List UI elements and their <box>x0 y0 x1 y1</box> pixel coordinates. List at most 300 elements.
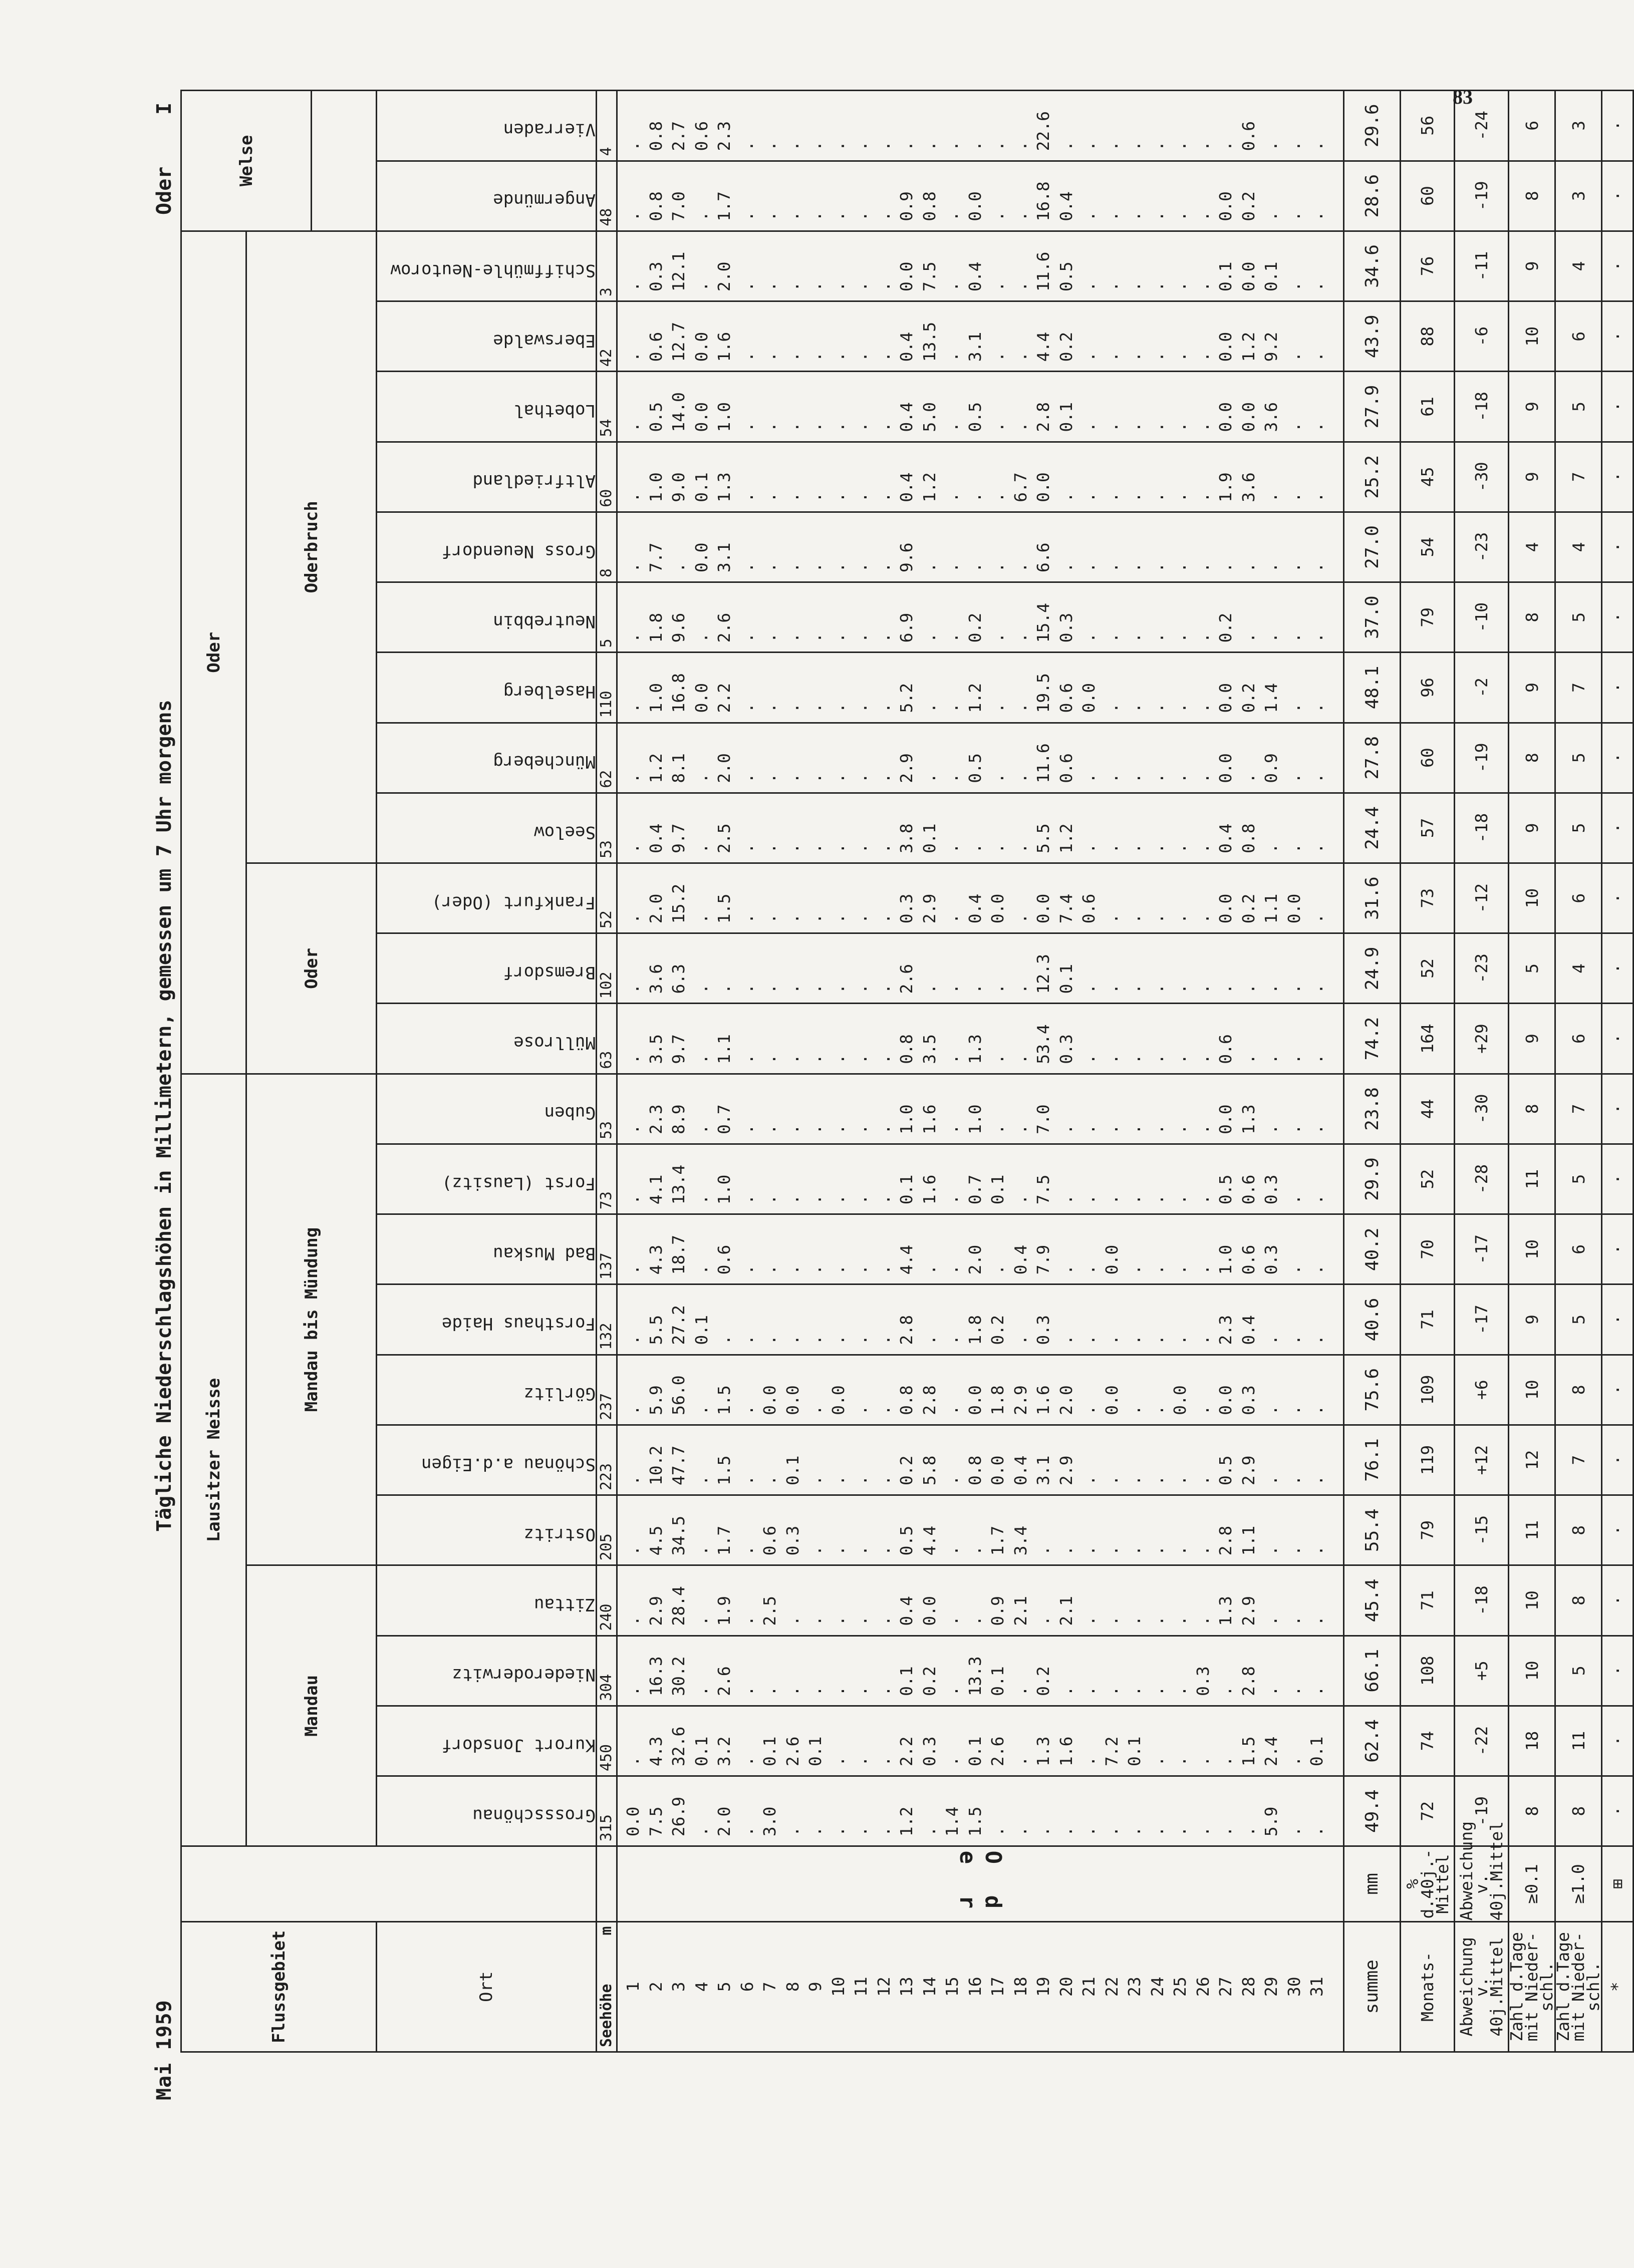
daily-value: . <box>1102 632 1122 643</box>
station-elevation: 102 <box>597 933 617 1004</box>
daily-value: . <box>1125 773 1144 783</box>
daily-value: 0.0 <box>1216 683 1235 713</box>
daily-value: . <box>760 984 779 994</box>
daily-value: . <box>760 352 779 362</box>
daily-value: . <box>1147 492 1167 502</box>
daily-value: . <box>691 1194 711 1205</box>
percent-of-mean: 96 <box>1401 653 1455 723</box>
daily-value: 1.3 <box>1033 1736 1053 1767</box>
daily-value: 0.3 <box>782 1525 802 1556</box>
daily-value: . <box>1170 1475 1190 1486</box>
station-elevation: 205 <box>597 1495 617 1565</box>
daily-value: 0.4 <box>897 402 916 432</box>
daily-value: . <box>760 1054 779 1064</box>
empty-cell <box>597 1846 617 1921</box>
daily-value: . <box>1284 1194 1304 1205</box>
daily-value: 0.0 <box>897 261 916 292</box>
daily-value: . <box>805 422 825 432</box>
group-mandau: Mandau <box>246 1565 377 1846</box>
daily-value: 2.9 <box>1056 1455 1076 1486</box>
station-name: Grossschönau <box>377 1776 597 1846</box>
daily-value: . <box>874 1545 894 1556</box>
daily-value: 0.1 <box>897 1666 916 1696</box>
daily-value: . <box>988 141 1007 151</box>
station-daily-column <box>617 1495 1344 1565</box>
daily-value: . <box>760 1124 779 1134</box>
station-name: Vierraden <box>377 91 597 161</box>
daily-value: . <box>851 1475 871 1486</box>
daily-value: . <box>782 913 802 924</box>
daily-value: 2.9 <box>1238 1595 1258 1626</box>
monthly-sum: 25.2 <box>1344 442 1401 512</box>
daily-value: . <box>1125 1405 1144 1415</box>
daily-value: . <box>828 1475 848 1486</box>
day-number: 31 <box>1307 1977 1326 1997</box>
daily-value: 0.6 <box>1238 1244 1258 1275</box>
monthly-sum: 27.9 <box>1344 372 1401 442</box>
daily-value: . <box>1147 632 1167 643</box>
daily-value: 0.4 <box>1216 823 1235 854</box>
daily-value: . <box>782 492 802 502</box>
daily-value: . <box>1010 773 1030 783</box>
daily-value: . <box>1193 281 1213 292</box>
daily-value: 7.5 <box>1033 1174 1053 1205</box>
daily-value: . <box>1125 352 1144 362</box>
days-ge-0-1: 10 <box>1509 1565 1555 1636</box>
deviation: -17 <box>1455 1214 1509 1284</box>
daily-value: 2.0 <box>1056 1385 1076 1415</box>
daily-value: 1.2 <box>965 683 985 713</box>
daily-value: . <box>1193 352 1213 362</box>
daily-value: . <box>1238 1054 1258 1064</box>
daily-value: . <box>669 562 688 573</box>
station-name: Frankfurt (Oder) <box>377 863 597 933</box>
daily-value: . <box>623 843 643 854</box>
daily-value: . <box>1193 562 1213 573</box>
daily-value: . <box>942 1756 962 1767</box>
daily-value: . <box>805 1615 825 1626</box>
daily-value: . <box>942 1194 962 1205</box>
daily-value: 2.0 <box>965 1244 985 1275</box>
daily-value: 8.1 <box>669 753 688 783</box>
days-ge-1-0: 5 <box>1555 582 1602 653</box>
table-row <box>1455 91 1509 2052</box>
daily-value: . <box>1010 632 1030 643</box>
daily-value: 5.2 <box>897 683 916 713</box>
daily-value: 2.2 <box>897 1736 916 1767</box>
page-number: 83 <box>1453 86 1473 108</box>
days-ge-0-1: 6 <box>1509 91 1555 161</box>
daily-value: 2.0 <box>714 261 734 292</box>
seehoehe-label <box>597 1921 617 2052</box>
daily-value: 15.2 <box>669 883 688 924</box>
daily-value: 13.4 <box>669 1164 688 1205</box>
daily-value: . <box>623 1405 643 1415</box>
deviation: -19 <box>1455 161 1509 231</box>
daily-value: . <box>805 1545 825 1556</box>
percent-of-mean: 61 <box>1401 372 1455 442</box>
monthly-sum: 28.6 <box>1344 161 1401 231</box>
daily-value: . <box>1307 1686 1326 1696</box>
daily-value: . <box>1102 211 1122 221</box>
daily-value: . <box>1261 1335 1281 1345</box>
daily-value: . <box>805 141 825 151</box>
daily-value: . <box>851 632 871 643</box>
days-ge-0-1: 12 <box>1509 1425 1555 1495</box>
daily-value: . <box>919 632 939 643</box>
daily-value: 0.1 <box>1261 261 1281 292</box>
table-row <box>181 91 246 2052</box>
daily-value: 8.9 <box>669 1104 688 1134</box>
daily-value: . <box>737 1826 757 1837</box>
percent-label-unit: % d.40j.- Mittel <box>1401 1846 1455 1921</box>
daily-value: . <box>737 1475 757 1486</box>
daily-value: . <box>1056 1264 1076 1275</box>
daily-value: . <box>965 1545 985 1556</box>
daily-value: . <box>965 141 985 151</box>
daily-value: . <box>828 1615 848 1626</box>
daily-value: . <box>1193 703 1213 713</box>
days-star: · <box>1602 231 1633 301</box>
daily-value: 2.9 <box>897 753 916 783</box>
daily-value: 0.5 <box>1056 261 1076 292</box>
daily-value: . <box>1010 1194 1030 1205</box>
daily-value: 2.5 <box>714 823 734 854</box>
daily-value: 0.0 <box>691 542 711 573</box>
percent-of-mean: 76 <box>1401 231 1455 301</box>
daily-value: 1.0 <box>897 1104 916 1134</box>
daily-value: . <box>874 843 894 854</box>
day-number: 14 <box>919 1977 939 1997</box>
station-name: Forst (Lausitz) <box>377 1144 597 1214</box>
daily-value: . <box>805 1826 825 1837</box>
abweichung-label-unit: Abweichung v. 40j.Mittel <box>1455 1846 1509 1921</box>
daily-value: 2.6 <box>714 1666 734 1696</box>
daily-value: . <box>988 843 1007 854</box>
daily-value: . <box>851 211 871 221</box>
daily-value: . <box>1193 1264 1213 1275</box>
daily-value: . <box>828 1264 848 1275</box>
days-ge-0-1: 8 <box>1509 1776 1555 1846</box>
daily-value: . <box>851 562 871 573</box>
daily-value: 5.8 <box>919 1455 939 1486</box>
daily-value: 1.6 <box>1056 1736 1076 1767</box>
day-number: 6 <box>737 1982 757 1992</box>
percent-of-mean: 60 <box>1401 723 1455 793</box>
seehoehe-unit: m <box>598 1926 615 1935</box>
daily-value: . <box>782 984 802 994</box>
days-ge-1-0: 5 <box>1555 1144 1602 1214</box>
daily-value: . <box>1125 1124 1144 1134</box>
daily-value: 7.4 <box>1056 893 1076 924</box>
station-name: Angermünde <box>377 161 597 231</box>
daily-value: 0.4 <box>1238 1315 1258 1345</box>
daily-value: . <box>737 1615 757 1626</box>
daily-value: 2.4 <box>1261 1736 1281 1767</box>
daily-value: . <box>1102 843 1122 854</box>
daily-value: . <box>851 773 871 783</box>
daily-value: . <box>1284 211 1304 221</box>
station-daily-column <box>617 1425 1344 1495</box>
daily-value: . <box>1147 1475 1167 1486</box>
daily-value: . <box>1284 352 1304 362</box>
daily-value: . <box>1193 141 1213 151</box>
daily-value: . <box>1010 1054 1030 1064</box>
daily-value: 7.0 <box>1033 1104 1053 1134</box>
daily-value: 0.1 <box>760 1736 779 1767</box>
daily-value: . <box>942 984 962 994</box>
daily-value: . <box>1307 913 1326 924</box>
day-number: 13 <box>897 1977 916 1997</box>
daily-value: . <box>1125 1826 1144 1837</box>
daily-value: 0.2 <box>1238 893 1258 924</box>
daily-value: 1.0 <box>646 683 666 713</box>
table-row <box>1602 91 1633 2052</box>
daily-value: . <box>623 1264 643 1275</box>
daily-value: . <box>1102 422 1122 432</box>
days-ge-1-0: 5 <box>1555 793 1602 863</box>
daily-value: . <box>828 281 848 292</box>
daily-value: . <box>1147 1545 1167 1556</box>
daily-value: . <box>874 352 894 362</box>
percent-of-mean: 45 <box>1401 442 1455 512</box>
percent-of-mean: 88 <box>1401 301 1455 372</box>
deviation: +5 <box>1455 1636 1509 1706</box>
daily-value: 0.4 <box>897 332 916 362</box>
daily-value: . <box>965 843 985 854</box>
daily-value: . <box>828 1545 848 1556</box>
percent-of-mean: 72 <box>1401 1776 1455 1846</box>
daily-value: . <box>1079 1335 1099 1345</box>
daily-value: . <box>1170 773 1190 783</box>
station-daily-column <box>617 1074 1344 1144</box>
days-star: · <box>1602 91 1633 161</box>
daily-value: . <box>691 1545 711 1556</box>
daily-value: . <box>1125 1475 1144 1486</box>
monthly-sum: 76.1 <box>1344 1425 1401 1495</box>
daily-value: . <box>1193 984 1213 994</box>
daily-value: 9.0 <box>669 472 688 502</box>
daily-value: . <box>1261 843 1281 854</box>
daily-value: 0.0 <box>760 1385 779 1415</box>
daily-value: . <box>942 562 962 573</box>
daily-value: 4.3 <box>646 1736 666 1767</box>
daily-value: 0.3 <box>1193 1666 1213 1696</box>
daily-value: . <box>1307 492 1326 502</box>
daily-value: 0.0 <box>1216 1385 1235 1415</box>
station-elevation: 5 <box>597 582 617 653</box>
daily-value: 7.0 <box>669 191 688 221</box>
daily-value: . <box>1170 703 1190 713</box>
daily-value: . <box>691 1054 711 1064</box>
percent-of-mean: 109 <box>1401 1355 1455 1425</box>
daily-value: 5.9 <box>1261 1806 1281 1837</box>
daily-value: . <box>805 562 825 573</box>
daily-value: . <box>1193 1756 1213 1767</box>
daily-value: 0.6 <box>1056 683 1076 713</box>
daily-value: . <box>828 843 848 854</box>
daily-value: 1.3 <box>714 472 734 502</box>
daily-value: . <box>1147 1756 1167 1767</box>
daily-value: 3.1 <box>714 542 734 573</box>
daily-value: 3.6 <box>1261 402 1281 432</box>
welse-spacer <box>312 91 377 231</box>
daily-value: . <box>1307 1545 1326 1556</box>
daily-value: . <box>851 703 871 713</box>
daily-value: . <box>623 1335 643 1345</box>
daily-value: . <box>737 281 757 292</box>
daily-value: . <box>1284 1405 1304 1415</box>
daily-value: 2.9 <box>919 893 939 924</box>
daily-value: . <box>760 843 779 854</box>
daily-value: . <box>737 843 757 854</box>
daily-value: 0.8 <box>646 191 666 221</box>
daily-value: . <box>1010 352 1030 362</box>
daily-value: 0.0 <box>1170 1385 1190 1415</box>
daily-value: . <box>1125 1264 1144 1275</box>
daily-value: . <box>1056 1826 1076 1837</box>
daily-value: 2.9 <box>1238 1455 1258 1486</box>
daily-value: . <box>942 281 962 292</box>
days-ge-1-0: 5 <box>1555 723 1602 793</box>
daily-value: . <box>805 1405 825 1415</box>
daily-value: . <box>919 1826 939 1837</box>
daily-value: . <box>1056 1335 1076 1345</box>
daily-value: 0.5 <box>965 753 985 783</box>
monthly-sum: 27.0 <box>1344 512 1401 582</box>
daily-value: 2.6 <box>897 963 916 994</box>
days-ge-1-0: 6 <box>1555 301 1602 372</box>
daily-value: . <box>1261 984 1281 994</box>
daily-value: . <box>691 1615 711 1626</box>
daily-value: . <box>1284 1756 1304 1767</box>
day-number: 25 <box>1170 1977 1190 1997</box>
daily-value: 0.0 <box>1216 332 1235 362</box>
daily-value: 1.2 <box>646 753 666 783</box>
days-ge-1-0: 11 <box>1555 1706 1602 1776</box>
daily-value: . <box>1079 492 1099 502</box>
days-ge-1-0: 3 <box>1555 161 1602 231</box>
daily-value: . <box>737 141 757 151</box>
monthly-sum: 66.1 <box>1344 1636 1401 1706</box>
daily-value: 0.2 <box>1238 683 1258 713</box>
daily-value: . <box>623 211 643 221</box>
zahl-label-2-unit: ≥1.0 <box>1555 1846 1602 1921</box>
daily-value: . <box>1125 1335 1144 1345</box>
daily-value: . <box>1147 1686 1167 1696</box>
daily-value: . <box>988 984 1007 994</box>
daily-value: . <box>691 281 711 292</box>
daily-value: . <box>828 1054 848 1064</box>
daily-value: 27.2 <box>669 1305 688 1345</box>
daily-value: 1.1 <box>1261 893 1281 924</box>
percent-of-mean: 57 <box>1401 793 1455 863</box>
daily-value: . <box>691 1686 711 1696</box>
daily-value: . <box>1079 281 1099 292</box>
daily-value: . <box>988 703 1007 713</box>
station-daily-column <box>617 301 1344 372</box>
station-daily-column <box>617 582 1344 653</box>
group-welse: Welse <box>181 91 312 231</box>
days-star: · <box>1602 512 1633 582</box>
deviation: +29 <box>1455 1004 1509 1074</box>
percent-of-mean: 54 <box>1401 512 1455 582</box>
daily-value: . <box>1056 562 1076 573</box>
station-daily-column <box>617 1565 1344 1636</box>
station-daily-column <box>617 653 1344 723</box>
days-ge-0-1: 10 <box>1509 301 1555 372</box>
table-title: Tägliche Niederschlagshöhen in Millimetern, gemessen um 7 Uhr morgens <box>153 700 176 1532</box>
daily-value: 0.1 <box>691 1736 711 1767</box>
daily-value: 3.8 <box>897 823 916 854</box>
daily-value: . <box>1307 281 1326 292</box>
daily-value: 2.1 <box>1056 1595 1076 1626</box>
daily-value: . <box>1125 562 1144 573</box>
daily-value: . <box>1170 984 1190 994</box>
daily-value: . <box>691 1124 711 1134</box>
daily-value: . <box>1102 1124 1122 1134</box>
daily-value: . <box>1147 211 1167 221</box>
days-ge-0-1: 10 <box>1509 1214 1555 1284</box>
daily-value: 1.7 <box>714 191 734 221</box>
daily-value: 0.1 <box>965 1736 985 1767</box>
station-elevation: 53 <box>597 793 617 863</box>
daily-value: 0.0 <box>1079 683 1099 713</box>
days-star: · <box>1602 1425 1633 1495</box>
daily-value: . <box>988 1054 1007 1064</box>
daily-value: . <box>1284 281 1304 292</box>
daily-value: 0.3 <box>1056 612 1076 643</box>
daily-value: . <box>691 773 711 783</box>
daily-value: . <box>1216 984 1235 994</box>
daily-value: 5.9 <box>646 1385 666 1415</box>
daily-value: . <box>1102 1054 1122 1064</box>
days-star: · <box>1602 1776 1633 1846</box>
station-daily-column <box>617 231 1344 301</box>
monthly-sum: 23.8 <box>1344 1074 1401 1144</box>
daily-value: . <box>942 1054 962 1064</box>
percent-of-mean: 164 <box>1401 1004 1455 1074</box>
daily-value: . <box>942 843 962 854</box>
daily-value: . <box>874 1826 894 1837</box>
daily-value: 7.5 <box>646 1806 666 1837</box>
deviation: -23 <box>1455 933 1509 1004</box>
daily-value: . <box>828 913 848 924</box>
daily-value: . <box>828 1335 848 1345</box>
days-ge-1-0: 7 <box>1555 442 1602 512</box>
daily-value: . <box>623 913 643 924</box>
daily-value: . <box>1102 281 1122 292</box>
daily-value: 13.3 <box>965 1656 985 1696</box>
daily-value: . <box>919 703 939 713</box>
daily-value: . <box>782 211 802 221</box>
day-number: 30 <box>1284 1977 1304 1997</box>
daily-value: . <box>942 1124 962 1134</box>
daily-value: . <box>691 1475 711 1486</box>
daily-value: . <box>1147 984 1167 994</box>
daily-value: . <box>919 141 939 151</box>
daily-value: . <box>942 913 962 924</box>
daily-value: 0.6 <box>1056 753 1076 783</box>
daily-value: 0.0 <box>988 1455 1007 1486</box>
station-daily-column <box>617 793 1344 863</box>
daily-value: . <box>760 1194 779 1205</box>
daily-value: 0.1 <box>1216 261 1235 292</box>
daily-value: . <box>1284 141 1304 151</box>
daily-value: 22.6 <box>1033 111 1053 151</box>
daily-value: . <box>805 492 825 502</box>
daily-value: . <box>623 984 643 994</box>
